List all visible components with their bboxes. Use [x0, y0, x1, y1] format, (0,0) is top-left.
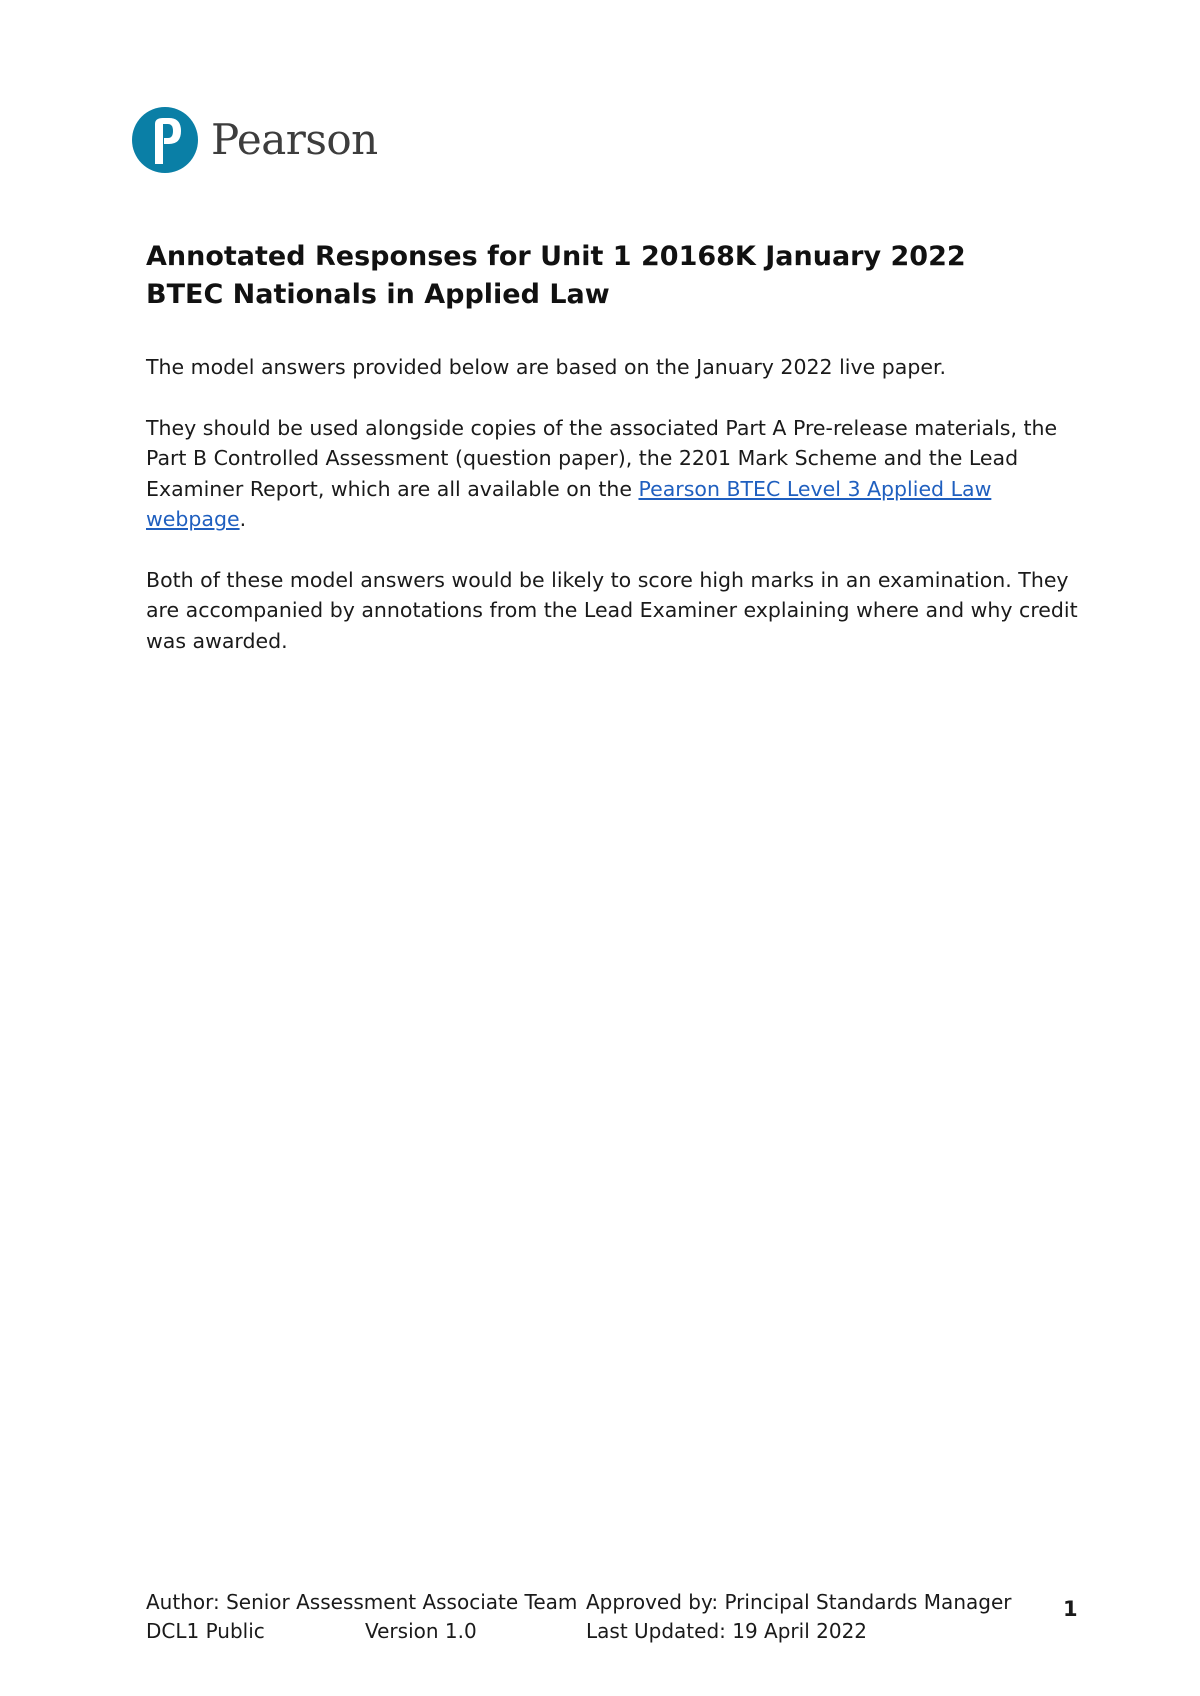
paragraph-materials-end: . [239, 507, 247, 531]
page-number: 1 [1063, 1597, 1078, 1621]
pearson-logo-icon [131, 104, 199, 176]
paragraph-materials [146, 413, 1086, 535]
pearson-wordmark: Pearson [211, 115, 378, 164]
document-title [146, 238, 1086, 314]
footer-version: Version 1.0 [365, 1619, 477, 1643]
title-line-1: Annotated Responses for Unit 1 20168K January 2022 [146, 241, 966, 272]
footer-approved-by: Approved by: Principal Standards Manager [586, 1590, 1012, 1614]
footer-author: Author: Senior Assessment Associate Team [146, 1590, 578, 1614]
pearson-logo [131, 103, 378, 177]
footer-last-updated: Last Updated: 19 April 2022 [586, 1619, 868, 1643]
title-line-2: BTEC Nationals in Applied Law [146, 279, 610, 310]
paragraph-materials-text: They should be used alongside copies of the associated Part A Pre-release materials, the Part B Controlled Assessment (question paper), the 2201 Mark Scheme and the Lead Examiner Report, which are all available on the [146, 415, 1058, 501]
document-body [146, 352, 1086, 686]
paragraph-intro: The model answers provided below are based on the January 2022 live paper. [146, 355, 947, 379]
paragraph-model-answers: Both of these model answers would be likely to score high marks in an examination. They are accompanied by annotations from the Lead Examiner explaining where and why credit was awarded. [146, 567, 1078, 653]
footer-classification: DCL1 Public [146, 1619, 265, 1643]
page-footer [146, 1588, 1086, 1658]
applied-law-webpage-link[interactable]: Pearson BTEC Level 3 Applied Law webpage [146, 476, 992, 531]
